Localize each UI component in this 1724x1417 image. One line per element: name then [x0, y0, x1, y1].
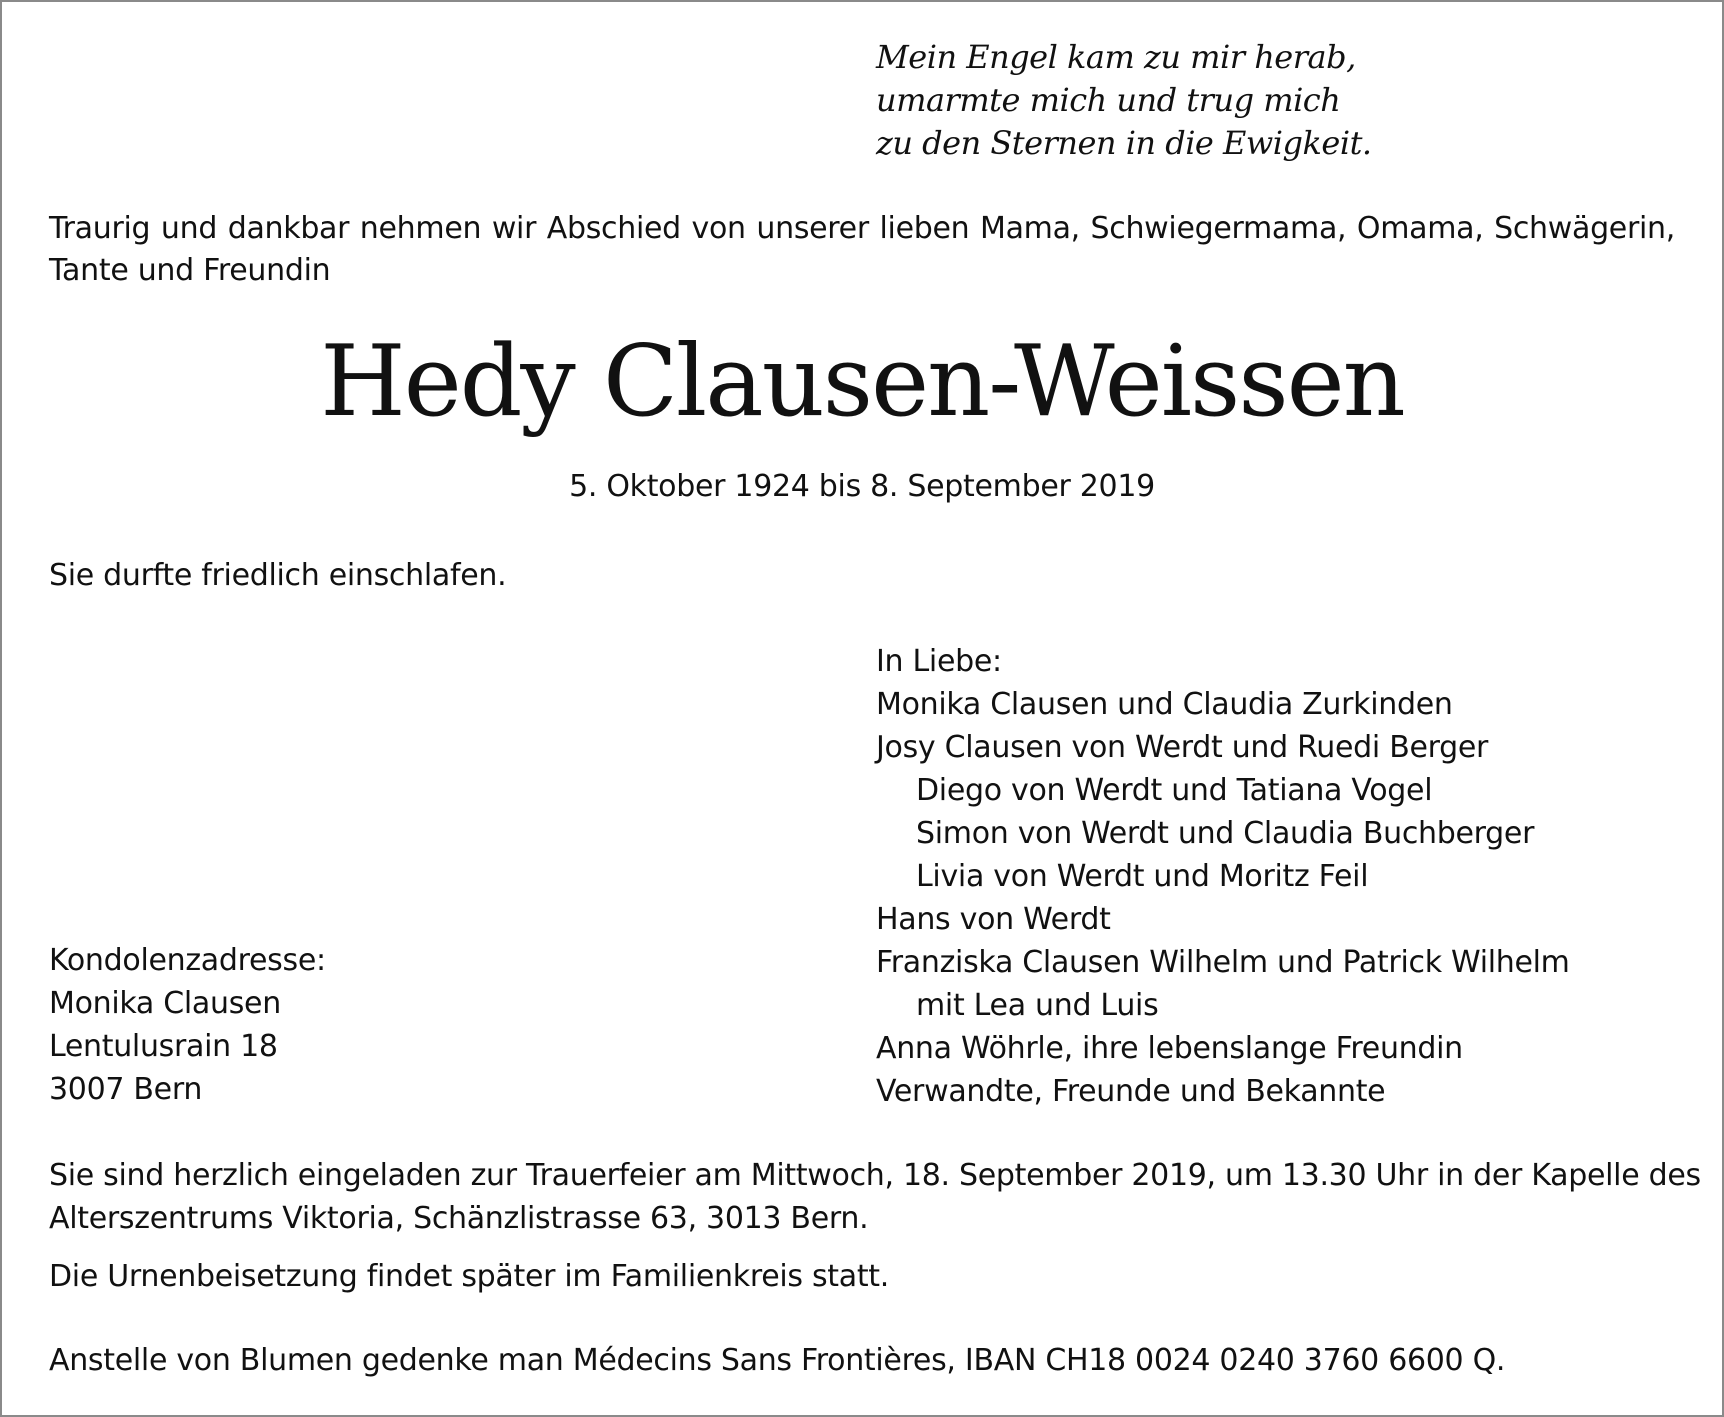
intro-line: Traurig und dankbar nehmen wir Abschied von unserer lieben Mama, Schwiegermama, Omama, Schwägerin,	[49, 211, 1675, 246]
family-line: Verwandte, Freunde und Bekannte	[876, 1074, 1386, 1109]
poem-line: zu den Sternen in die Ewigkeit.	[876, 124, 1372, 162]
family-line: Diego von Werdt und Tatiana Vogel	[916, 773, 1433, 808]
address-city: 3007 Bern	[49, 1072, 203, 1107]
peaceful-text: Sie durfte friedlich einschlafen.	[49, 558, 507, 593]
family-list	[876, 640, 1570, 1113]
urn-text: Die Urnenbeisetzung findet später im Familienkreis statt.	[49, 1259, 889, 1294]
donation-text: Anstelle von Blumen gedenke man Médecins Sans Frontières, IBAN CH18 0024 0240 3760 6600 Q.	[49, 1343, 1506, 1378]
family-line: Hans von Werdt	[876, 902, 1111, 937]
service-info	[49, 1154, 1701, 1240]
family-line: Franziska Clausen Wilhelm und Patrick Wilhelm	[876, 945, 1570, 980]
address-street: Lentulusrain 18	[49, 1029, 278, 1064]
family-line: Monika Clausen und Claudia Zurkinden	[876, 687, 1453, 722]
poem-line: umarmte mich und trug mich	[876, 81, 1341, 119]
address-label: Kondolenzadresse:	[49, 943, 326, 978]
family-line: Josy Clausen von Werdt und Ruedi Berger	[876, 730, 1489, 765]
service-line: Sie sind herzlich eingeladen zur Trauerfeier am Mittwoch, 18. September 2019, um 13.30 Uhr in der Kapelle des	[49, 1158, 1701, 1193]
family-line: Simon von Werdt und Claudia Buchberger	[916, 816, 1535, 851]
family-line: Livia von Werdt und Moritz Feil	[916, 859, 1369, 894]
deceased-name: Hedy Clausen-Weissen	[320, 325, 1404, 439]
poem-line: Mein Engel kam zu mir herab,	[876, 38, 1356, 76]
family-line: mit Lea und Luis	[916, 988, 1159, 1023]
address-name: Monika Clausen	[49, 986, 281, 1021]
condolence-address	[49, 939, 326, 1111]
service-line: Alterszentrums Viktoria, Schänzlistrasse 63, 3013 Bern.	[49, 1201, 869, 1236]
poem	[876, 36, 1372, 165]
life-dates: 5. Oktober 1924 bis 8. September 2019	[569, 469, 1155, 504]
family-line: Anna Wöhrle, ihre lebenslange Freundin	[876, 1031, 1463, 1066]
family-heading: In Liebe:	[876, 644, 1002, 679]
intro-text	[49, 208, 1675, 292]
intro-line: Tante und Freundin	[49, 253, 331, 288]
